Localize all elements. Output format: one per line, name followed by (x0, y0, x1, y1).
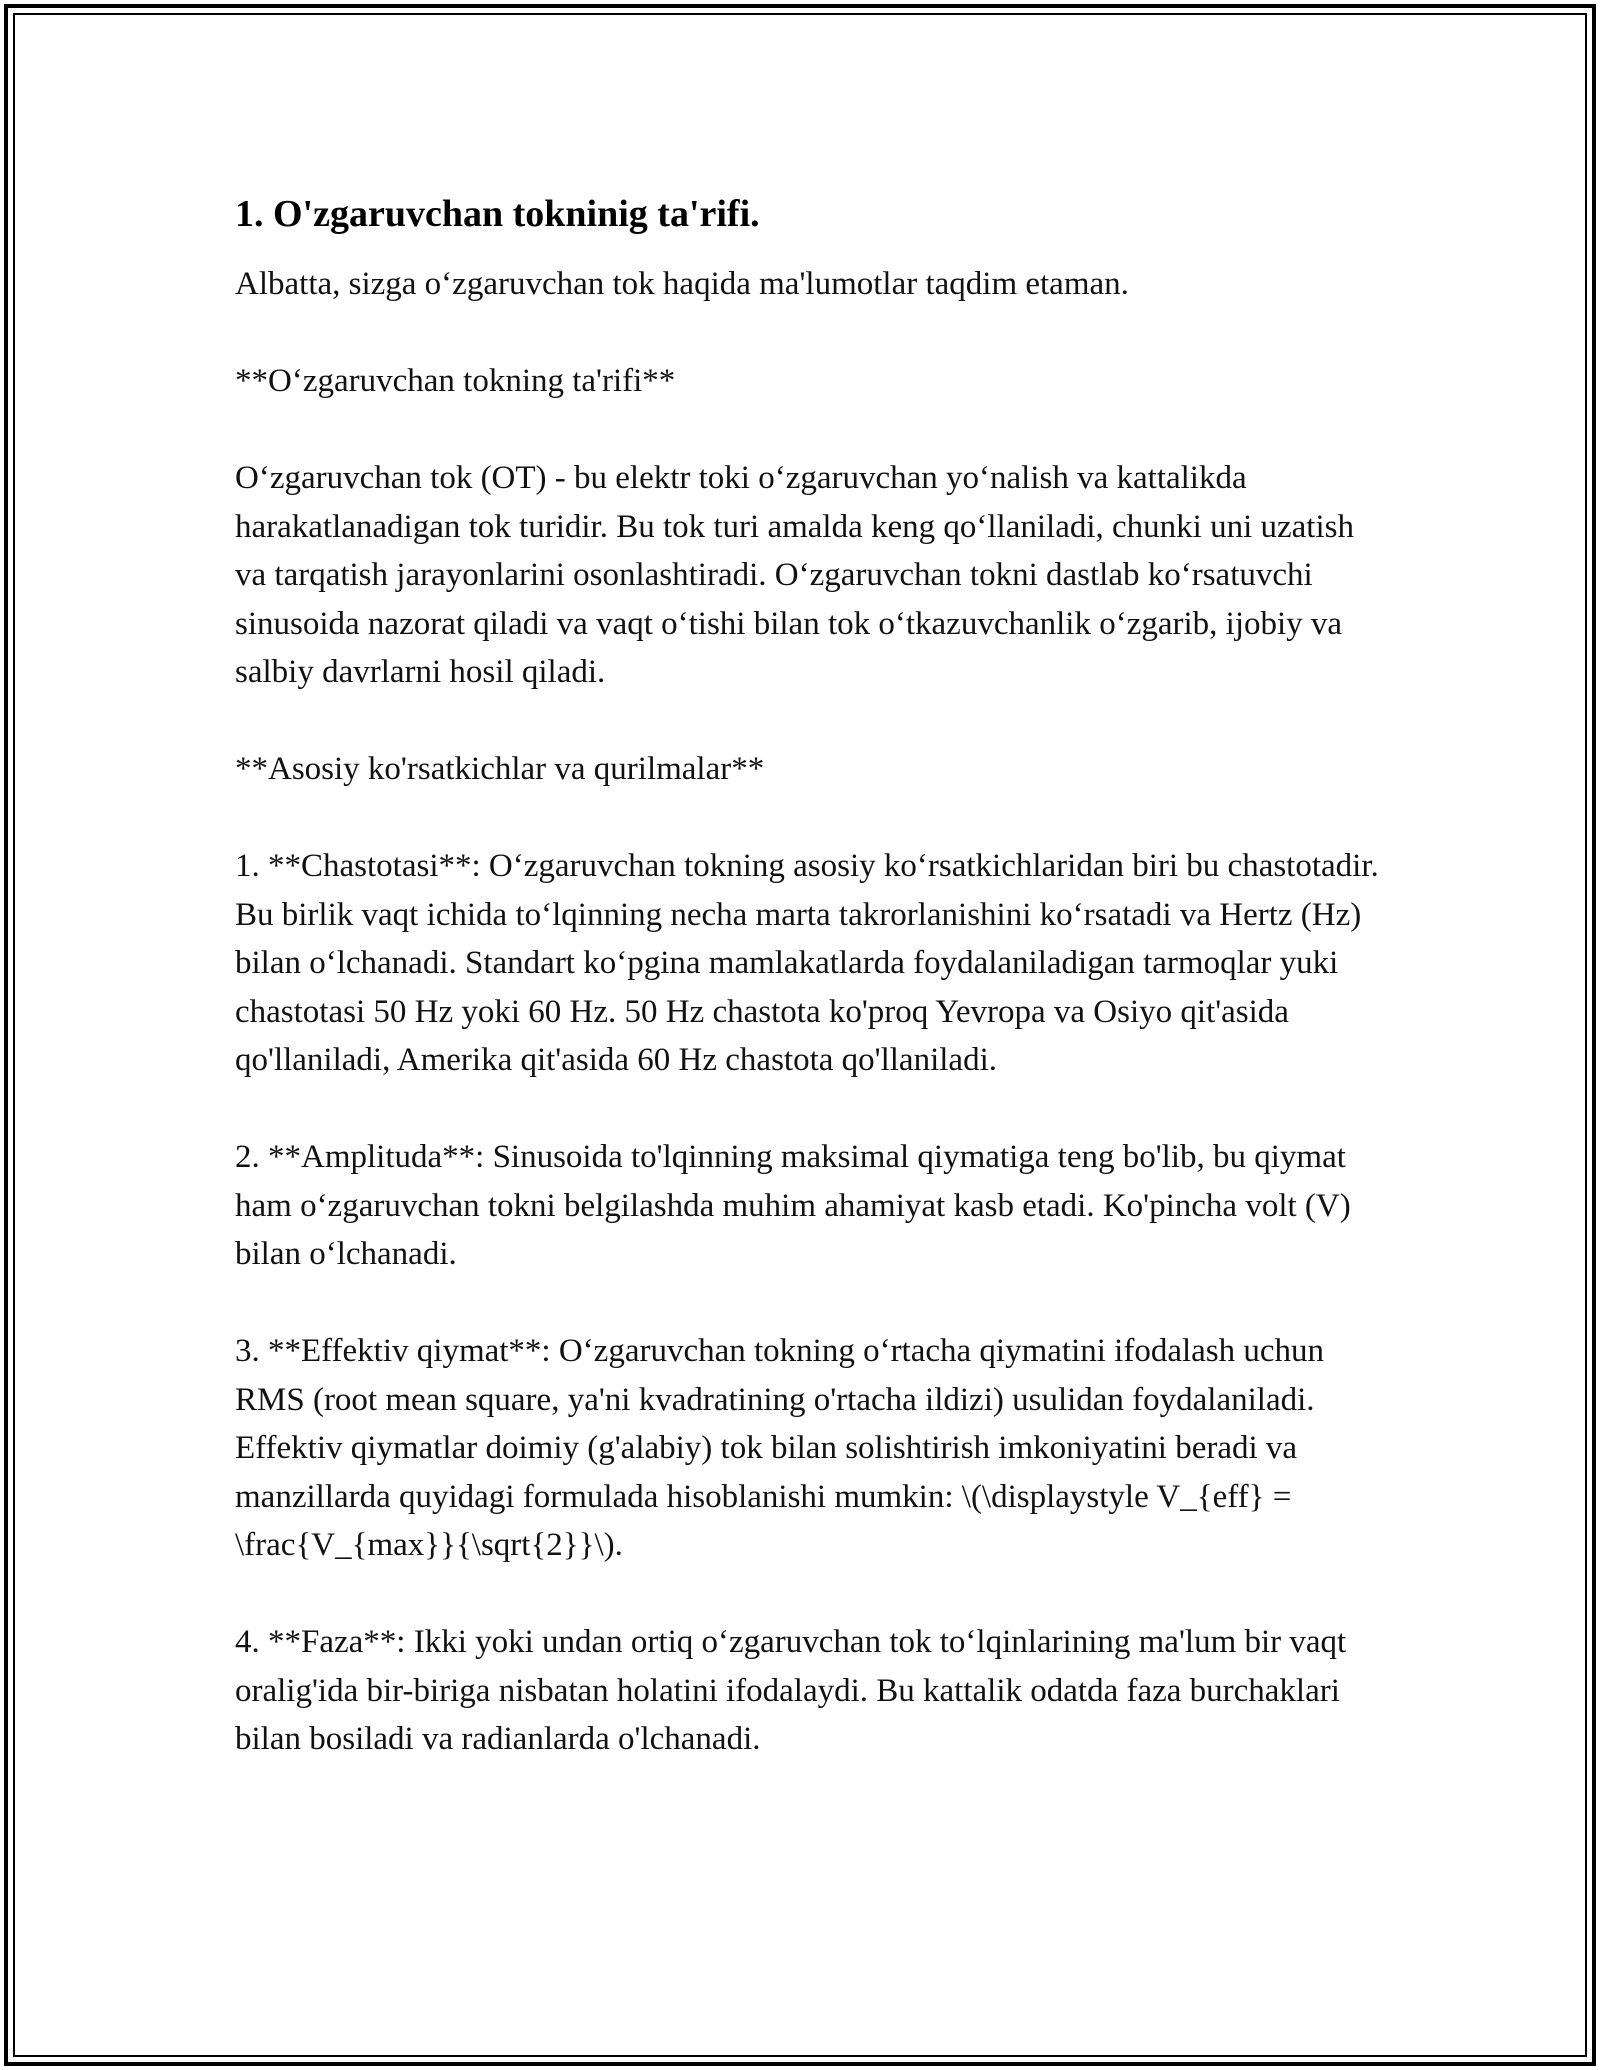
document-body (235, 190, 1385, 1764)
definition-title: **O‘zgaruvchan tokning ta'rifi** (235, 363, 676, 399)
section-heading: 1. O'zgaruvchan tokninig ta'rifi. (235, 193, 760, 235)
list-item-amplitude: 2. **Amplituda**: Sinusoida to'lqinning maksimal qiymatiga teng bo'lib, bu qiymat ham o‘zgaruvchan tokni belgilashda muhim ahamiyat kasb etadi. Ko'pincha volt (V) bilan o‘lchanadi. (235, 1139, 1351, 1272)
list-item-phase: 4. **Faza**: Ikki yoki undan ortiq o‘zgaruvchan tok to‘lqinlarining ma'lum bir vaqt oralig'ida bir-biriga nisbatan holatini ifodalaydi. Bu kattalik odatda faza burchaklari bilan bosiladi va radianlarda o'lchanadi. (235, 1624, 1347, 1757)
intro-paragraph: Albatta, sizga o‘zgaruvchan tok haqida ma'lumotlar taqdim etaman. (235, 266, 1129, 302)
list-item-effective-value: 3. **Effektiv qiymat**: O‘zgaruvchan tokning o‘rtacha qiymatini ifodalash uchun RMS (root mean square, ya'ni kvadratining o'rtacha ildizi) usulidan foydalaniladi. Effektiv qiymatlar doimiy (g'alabiy) tok bilan solishtirish imkoniyatini beradi va manzillarda quyidagi formulada hisoblanishi mumkin: \(\displaystyle V_{eff} = \frac{V_{max}}{\sqrt{2}}\). (235, 1333, 1325, 1563)
definition-paragraph: O‘zgaruvchan tok (OT) - bu elektr toki o‘zgaruvchan yo‘nalish va kattalikda harakatlanadigan tok turidir. Bu tok turi amalda keng qo‘llaniladi, chunki uni uzatish va tarqatish jarayonlarini osonlashtiradi. O‘zgaruvchan tokni dastlab ko‘rsatuvchi sinusoida nazorat qiladi va vaqt o‘tishi bilan tok o‘tkazuvchanlik o‘zgarib, ijobiy va salbiy davrlarni hosil qiladi. (235, 460, 1354, 690)
list-item-frequency: 1. **Chastotasi**: O‘zgaruvchan tokning asosiy ko‘rsatkichlaridan biri bu chastotadir. Bu birlik vaqt ichida to‘lqinning necha marta takrorlanishini ko‘rsatadi va Hertz (Hz) bilan o‘lchanadi. Standart ko‘pgina mamlakatlarda foydalaniladigan tarmoqlar yuki chastotasi 50 Hz yoki 60 Hz. 50 Hz chastota ko'proq Yevropa va Osiyo qit'asida qo'llaniladi, Amerika qit'asida 60 Hz chastota qo'llaniladi. (235, 848, 1379, 1078)
indicators-title: **Asosiy ko'rsatkichlar va qurilmalar** (235, 751, 765, 787)
